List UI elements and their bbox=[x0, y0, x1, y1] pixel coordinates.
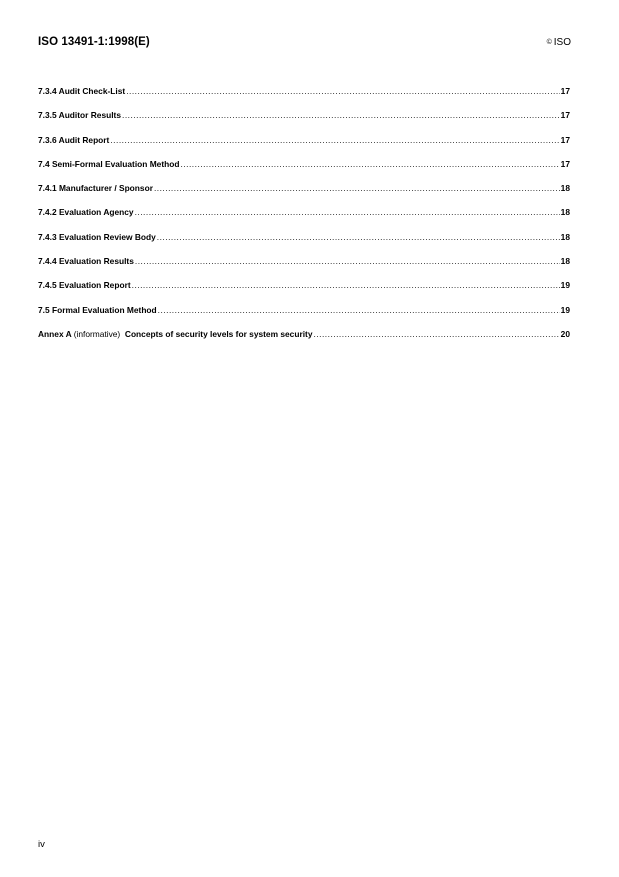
toc-entry-7-3-6[interactable] bbox=[38, 134, 570, 158]
toc-leader-dots bbox=[154, 182, 560, 194]
toc-leader-dots bbox=[132, 279, 560, 291]
toc-entry-annex-a[interactable] bbox=[38, 328, 570, 352]
copyright-notice bbox=[547, 37, 571, 48]
toc-entry-7-4-1[interactable] bbox=[38, 182, 570, 206]
toc-leader-dots bbox=[135, 255, 560, 267]
toc-leader-dots bbox=[126, 85, 559, 97]
toc-entry-7-4-2[interactable] bbox=[38, 206, 570, 230]
copyright-org: ISO bbox=[553, 37, 571, 48]
toc-entry-page: 18 bbox=[560, 183, 570, 194]
toc-entry-title: 7.4.5 Evaluation Report bbox=[38, 280, 131, 291]
toc-entry-page: 18 bbox=[560, 207, 570, 218]
toc-leader-dots bbox=[180, 158, 559, 170]
toc-entry-title: 7.4.1 Manufacturer / Sponsor bbox=[38, 183, 153, 194]
annex-label: Annex A bbox=[38, 328, 72, 339]
toc-entry-page: 17 bbox=[560, 158, 570, 169]
toc-entry-page: 17 bbox=[560, 86, 570, 96]
toc-entry-title: 7.4 Semi-Formal Evaluation Method bbox=[38, 158, 180, 169]
toc-entry-title: 7.3.5 Auditor Results bbox=[38, 110, 121, 121]
toc-entry-title: 7.4.2 Evaluation Agency bbox=[38, 207, 134, 218]
toc-leader-dots bbox=[110, 134, 559, 146]
toc-entry-title: 7.5 Formal Evaluation Method bbox=[38, 304, 157, 315]
annex-title: Concepts of security levels for system security bbox=[124, 328, 313, 339]
toc-entry-page: 18 bbox=[560, 231, 570, 242]
table-of-contents bbox=[38, 85, 570, 352]
toc-entry-page: 18 bbox=[560, 256, 570, 267]
document-id: ISO 13491-1:1998(E) bbox=[38, 36, 150, 48]
toc-entry-page: 17 bbox=[560, 110, 570, 121]
toc-leader-dots bbox=[135, 206, 560, 218]
toc-entry-7-4[interactable] bbox=[38, 158, 570, 182]
toc-leader-dots bbox=[157, 231, 560, 243]
toc-leader-dots bbox=[122, 109, 560, 121]
toc-entry-7-4-5[interactable] bbox=[38, 279, 570, 303]
copyright-symbol: © bbox=[546, 39, 552, 46]
toc-entry-page: 19 bbox=[560, 304, 570, 315]
toc-entry-page: 17 bbox=[560, 134, 570, 145]
toc-entry-title: 7.4.3 Evaluation Review Body bbox=[38, 231, 156, 242]
toc-leader-dots bbox=[313, 328, 559, 340]
toc-entry-page: 19 bbox=[560, 280, 570, 291]
toc-entry-title: 7.4.4 Evaluation Results bbox=[38, 256, 134, 267]
toc-entry-title: 7.3.6 Audit Report bbox=[38, 134, 110, 145]
toc-entry-title: 7.3.4 Audit Check-List bbox=[38, 86, 126, 96]
toc-entry-7-4-3[interactable] bbox=[38, 231, 570, 255]
toc-entry-7-4-4[interactable] bbox=[38, 255, 570, 279]
toc-entry-title bbox=[38, 328, 312, 340]
toc-entry-7-3-5[interactable] bbox=[38, 109, 570, 133]
toc-entry-page: 20 bbox=[560, 328, 570, 339]
annex-note: (informative) bbox=[73, 328, 121, 339]
toc-entry-7-5[interactable] bbox=[38, 304, 570, 328]
page-number: iv bbox=[38, 839, 45, 850]
toc-leader-dots bbox=[158, 304, 560, 316]
toc-entry-7-3-4[interactable] bbox=[38, 85, 570, 109]
